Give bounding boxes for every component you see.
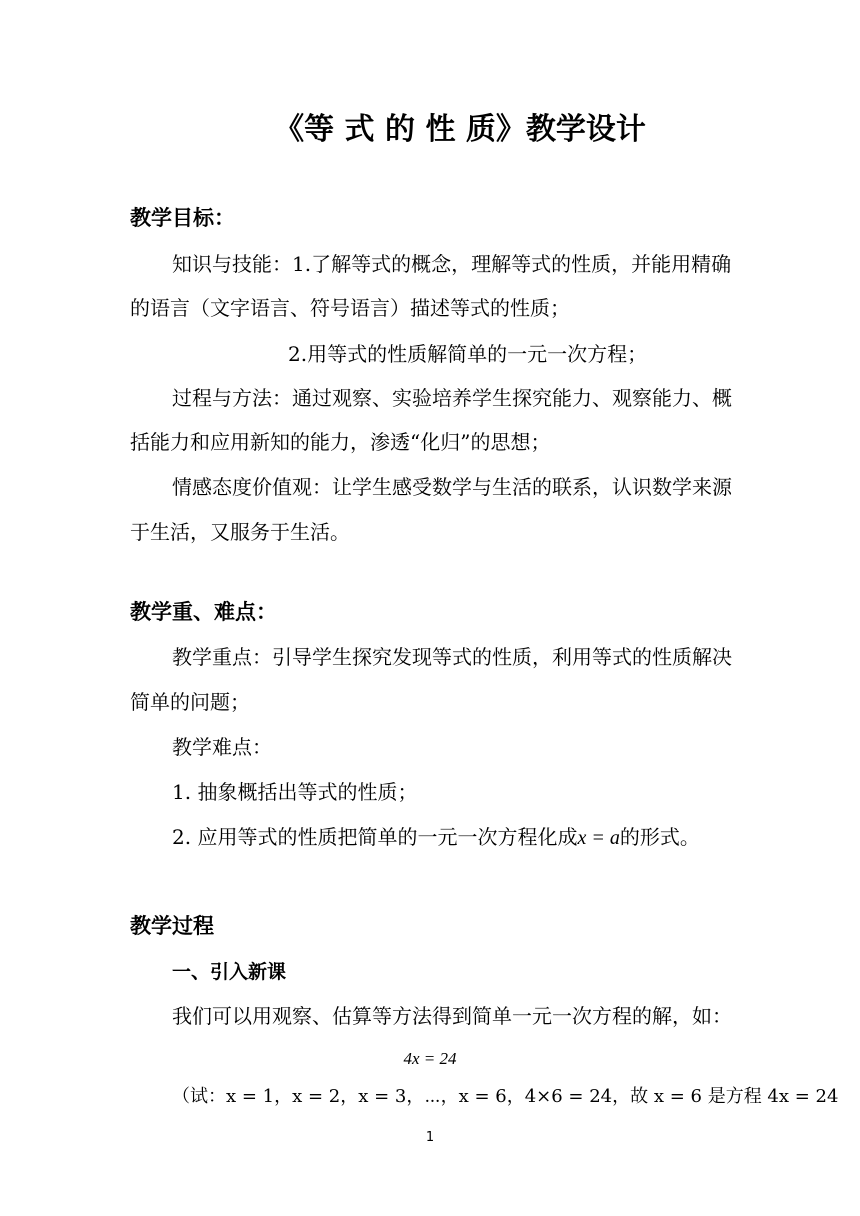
goals-process-line-2: 括能力和应用新知的能力，渗透“化归”的思想； xyxy=(130,430,551,454)
goals-emotion-line-1: 情感态度价值观：让学生感受数学与生活的联系，认识数学来源 xyxy=(172,475,732,499)
goals-knowledge-line-3: 2.用等式的性质解简单的一元一次方程； xyxy=(288,342,648,366)
difficulty-label: 教学难点： xyxy=(172,735,272,759)
difficulty-item-2-prefix: 2. 应用等式的性质把简单的一元一次方程化成 xyxy=(172,825,578,849)
goals-emotion-line-2: 于生活，又服务于生活。 xyxy=(130,520,350,544)
page-title: 《等 式 的 性 质》教学设计 xyxy=(274,112,646,147)
goals-knowledge-line-1: 知识与技能：1.了解等式的概念，理解等式的性质，并能用精确 xyxy=(172,252,732,276)
difficulty-item-2-suffix: 的形式。 xyxy=(619,825,700,849)
focus-line-1: 教学重点：引导学生探究发现等式的性质，利用等式的性质解决 xyxy=(172,645,732,669)
page-number: 1 xyxy=(425,1130,435,1145)
difficulty-item-1: 1. 抽象概括出等式的性质； xyxy=(172,780,418,804)
process-trial-line: （试：x = 1，x = 2，x = 3，⋯，x = 6，4×6 = 24，故 x = 6 是方程 4x = 24 xyxy=(172,1086,839,1107)
goals-process-line-1: 过程与方法：通过观察、实验培养学生探究能力、观察能力、概 xyxy=(172,386,732,410)
difficulty-item-2-formula: x = a xyxy=(577,827,620,849)
keypoints-heading: 教学重、难点： xyxy=(130,600,277,624)
process-equation: 4x = 24 xyxy=(403,1049,457,1068)
goals-heading: 教学目标： xyxy=(130,206,235,230)
difficulty-item-2 xyxy=(172,823,700,852)
process-heading: 教学过程 xyxy=(130,914,214,938)
goals-knowledge-line-2: 的语言（文字语言、符号语言）描述等式的性质； xyxy=(130,296,570,320)
focus-line-2: 简单的问题； xyxy=(130,690,250,714)
process-intro: 我们可以用观察、估算等方法得到简单一元一次方程的解，如： xyxy=(172,1004,732,1028)
process-subheading-1: 一、引入新课 xyxy=(172,961,287,983)
